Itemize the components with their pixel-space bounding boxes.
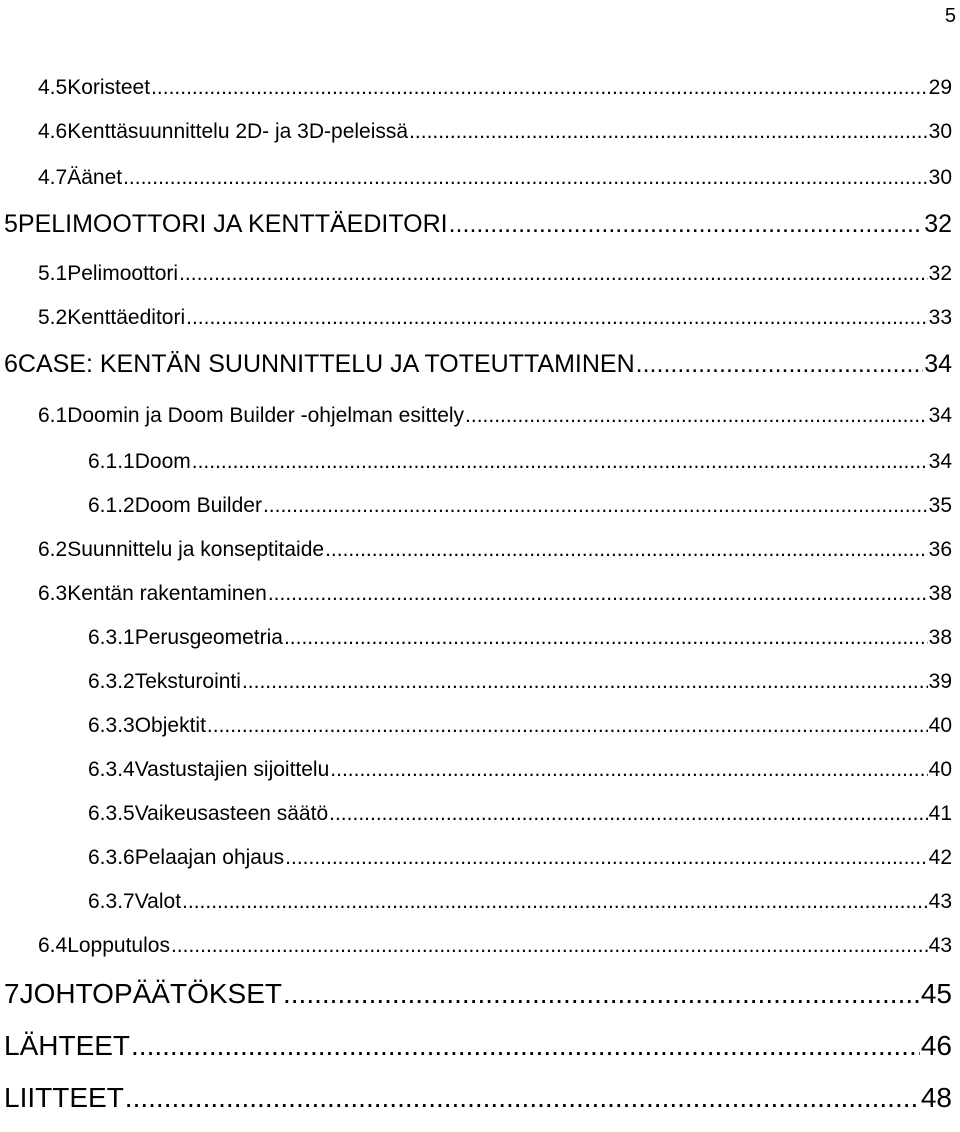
toc-entry-title: Koristeet [67, 76, 151, 99]
toc-entry-page: 43 [928, 890, 952, 913]
toc-dot-leader [268, 582, 928, 606]
toc-dot-leader [465, 404, 928, 428]
toc-entry-title: Kenttäeditori [67, 306, 186, 329]
toc-entry-title: Vaikeusasteen säätö [134, 802, 329, 825]
toc-entry-page: 30 [928, 166, 952, 189]
toc-entry[interactable] [4, 1030, 952, 1062]
toc-dot-leader [151, 76, 928, 100]
toc-dot-leader [449, 210, 924, 239]
toc-entry[interactable] [38, 404, 952, 428]
toc-entry-number: 4.6 [38, 120, 68, 143]
toc-entry-number: 5 [4, 210, 18, 238]
toc-entry-number: 6.3.6 [88, 846, 135, 869]
toc-entry-title: Valot [134, 890, 182, 913]
toc-entry-number: 4.5 [38, 76, 68, 99]
toc-dot-leader [409, 120, 928, 144]
toc-entry[interactable] [88, 494, 952, 518]
toc-dot-leader [636, 350, 924, 379]
toc-entry[interactable] [88, 846, 952, 870]
toc-entry-page: 32 [924, 210, 952, 238]
toc-entry[interactable] [38, 262, 952, 286]
toc-entry-number: 6.3 [38, 582, 68, 605]
toc-dot-leader [330, 758, 927, 782]
toc-dot-leader [125, 1082, 920, 1114]
toc-entry[interactable] [38, 538, 952, 562]
toc-entry[interactable] [88, 714, 952, 738]
toc-entry[interactable] [88, 802, 952, 826]
toc-entry-page: 34 [924, 350, 952, 378]
toc-entry-page: 46 [920, 1030, 952, 1061]
toc-entry[interactable] [4, 978, 952, 1010]
toc-entry[interactable] [38, 166, 952, 190]
toc-dot-leader [207, 714, 928, 738]
toc-entry-title: Teksturointi [134, 670, 241, 693]
toc-entry-title: Doom Builder [134, 494, 262, 517]
toc-entry-page: 29 [928, 76, 952, 99]
toc-entry-title: Perusgeometria [134, 626, 283, 649]
toc-entry[interactable] [88, 758, 952, 782]
toc-entry-title: LIITTEET [4, 1082, 124, 1113]
toc-entry-title: Doom [134, 450, 191, 473]
toc-entry[interactable] [88, 626, 952, 650]
toc-entry-page: 30 [928, 120, 952, 143]
toc-entry-page: 42 [928, 846, 952, 869]
toc-entry[interactable] [38, 76, 952, 100]
toc-entry-number: 7 [4, 978, 20, 1009]
toc-dot-leader [179, 262, 928, 286]
toc-dot-leader [284, 626, 928, 650]
toc-entry-number: 6.4 [38, 934, 68, 957]
toc-entry-number: 5.1 [38, 262, 68, 285]
toc-entry-number: 6.1.1 [88, 450, 135, 473]
toc-entry-page: 34 [928, 404, 952, 427]
toc-entry-page: 33 [928, 306, 952, 329]
toc-entry[interactable] [38, 306, 952, 330]
toc-entry-number: 6.3.2 [88, 670, 135, 693]
toc-entry-number: 6.1 [38, 404, 68, 427]
toc-entry-page: 32 [928, 262, 952, 285]
toc-entry[interactable] [38, 582, 952, 606]
toc-entry-title: Äänet [67, 166, 123, 189]
toc-entry-title: Objektit [134, 714, 206, 737]
toc-entry-number: 6.3.4 [88, 758, 135, 781]
toc-entry-number: 5.2 [38, 306, 68, 329]
toc-entry-title: Vastustajien sijoittelu [134, 758, 330, 781]
toc-entry-title: LÄHTEET [4, 1030, 131, 1061]
toc-entry-page: 41 [928, 802, 952, 825]
toc-dot-leader [182, 890, 928, 914]
toc-entry-title: PELIMOOTTORI JA KENTTÄEDITORI [17, 210, 448, 238]
toc-entry-title: Pelaajan ohjaus [134, 846, 285, 869]
toc-entry-title: Doomin ja Doom Builder -ohjelman esittely [67, 404, 465, 427]
toc-dot-leader [285, 846, 927, 870]
toc-entry-number: 6.3.5 [88, 802, 135, 825]
toc-dot-leader [186, 306, 928, 330]
toc-entry[interactable] [88, 450, 952, 474]
toc-dot-leader [283, 978, 920, 1010]
toc-entry-page: 38 [928, 626, 952, 649]
toc-entry-page: 40 [928, 758, 952, 781]
toc-entry-title: Suunnittelu ja konseptitaide [67, 538, 325, 561]
toc-dot-leader [131, 1030, 920, 1062]
toc-entry-title: JOHTOPÄÄTÖKSET [19, 978, 282, 1009]
toc-entry-number: 6.1.2 [88, 494, 135, 517]
toc-dot-leader [242, 670, 928, 694]
toc-entry-page: 43 [928, 934, 952, 957]
toc-entry[interactable] [38, 120, 952, 144]
toc-dot-leader [192, 450, 928, 474]
page-number: 5 [944, 5, 956, 27]
toc-entry-title: Kenttäsuunnittelu 2D- ja 3D-peleissä [67, 120, 409, 143]
toc-dot-leader [329, 802, 928, 826]
toc-entry[interactable] [4, 210, 952, 239]
toc-entry-page: 36 [928, 538, 952, 561]
toc-entry[interactable] [4, 1082, 952, 1114]
toc-entry-title: Kentän rakentaminen [67, 582, 267, 605]
toc-entry[interactable] [4, 350, 952, 379]
toc-entry[interactable] [88, 890, 952, 914]
toc-entry-title: CASE: KENTÄN SUUNNITTELU JA TOTEUTTAMINEN [17, 350, 635, 378]
toc-entry-title: Pelimoottori [67, 262, 179, 285]
toc-entry-number: 6.3.3 [88, 714, 135, 737]
toc-dot-leader [123, 166, 928, 190]
toc-entry-page: 38 [928, 582, 952, 605]
toc-entry-page: 35 [928, 494, 952, 517]
toc-entry-number: 6.2 [38, 538, 68, 561]
toc-entry-page: 39 [928, 670, 952, 693]
toc-entry-page: 45 [920, 978, 952, 1009]
toc-dot-leader [325, 538, 928, 562]
toc-entry-page: 34 [928, 450, 952, 473]
toc-entry-page: 40 [928, 714, 952, 737]
toc-entry-number: 4.7 [38, 166, 68, 189]
toc-entry-number: 6.3.1 [88, 626, 135, 649]
toc-entry[interactable] [88, 670, 952, 694]
toc-entry-number: 6 [4, 350, 18, 378]
toc-entry[interactable] [38, 934, 952, 958]
toc-entry-title: Lopputulos [67, 934, 170, 957]
toc-entry-page: 48 [920, 1082, 952, 1113]
toc-entry-number: 6.3.7 [88, 890, 135, 913]
toc-dot-leader [171, 934, 928, 958]
toc-dot-leader [263, 494, 928, 518]
